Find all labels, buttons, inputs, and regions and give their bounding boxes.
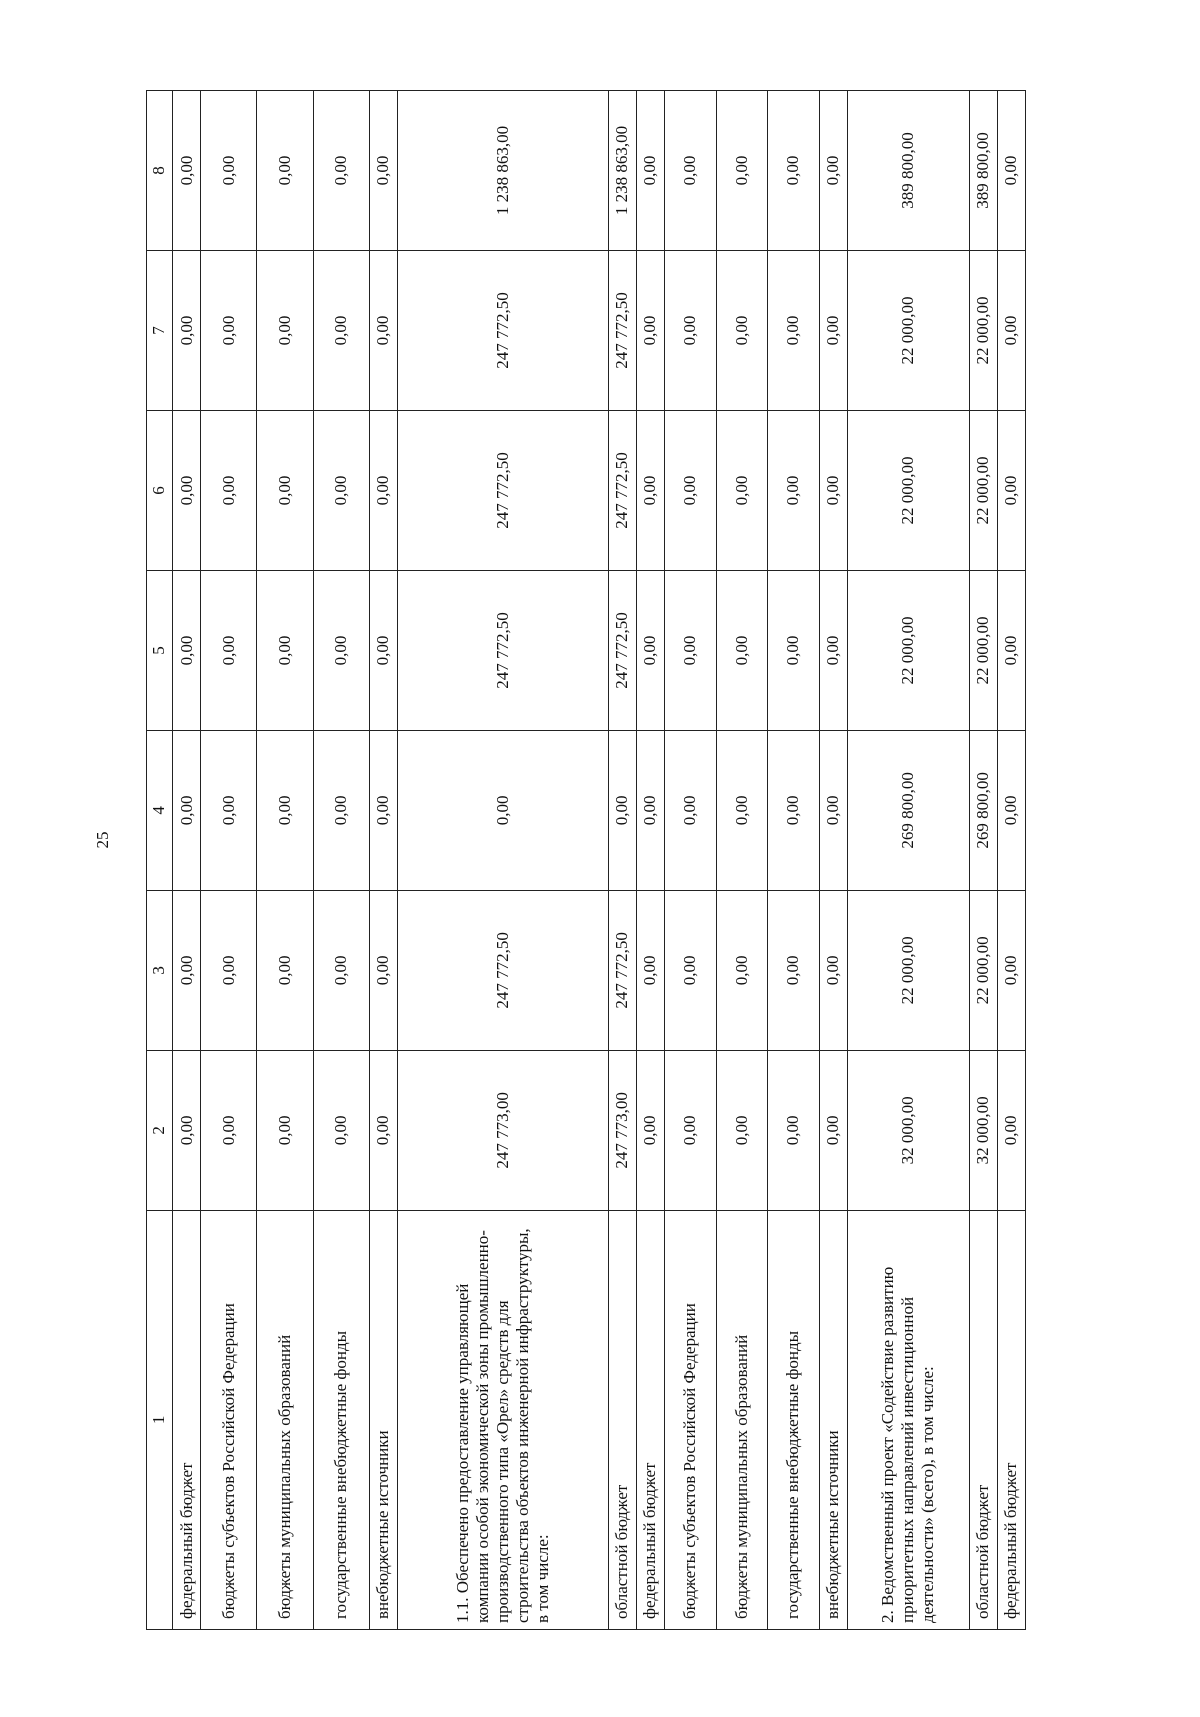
value-cell: 0,00 [636,91,664,251]
column-header: 4 [147,730,173,890]
value-cell: 0,00 [768,570,820,730]
value-cell: 0,00 [819,890,847,1050]
value-cell: 0,00 [997,411,1025,571]
row-label: федеральный бюджет [173,1210,201,1629]
value-cell: 0,00 [369,1050,397,1210]
table-row [665,91,717,1630]
value-cell: 32 000,00 [847,1050,969,1210]
value-cell: 0,00 [369,570,397,730]
value-cell: 247 772,50 [397,570,608,730]
row-label: областной бюджет [608,1210,636,1629]
value-cell: 0,00 [716,251,768,411]
row-label: бюджеты субъектов Российской Федерации [201,1210,257,1629]
value-cell: 0,00 [313,1050,369,1210]
value-cell: 22 000,00 [969,570,997,730]
column-header: 6 [147,411,173,571]
value-cell: 0,00 [636,890,664,1050]
value-cell: 0,00 [716,730,768,890]
value-cell: 247 772,50 [608,570,636,730]
value-cell: 0,00 [716,890,768,1050]
value-cell: 0,00 [313,91,369,251]
value-cell: 0,00 [819,91,847,251]
value-cell: 0,00 [257,730,313,890]
value-cell: 0,00 [716,91,768,251]
value-cell: 22 000,00 [847,251,969,411]
value-cell: 0,00 [257,1050,313,1210]
value-cell: 0,00 [768,411,820,571]
table-row [201,91,257,1630]
value-cell: 0,00 [768,890,820,1050]
column-header: 7 [147,251,173,411]
budget-table [146,90,1026,1630]
value-cell: 0,00 [665,411,717,571]
table-row [997,91,1025,1630]
value-cell: 0,00 [257,91,313,251]
value-cell: 247 772,50 [608,251,636,411]
row-label: бюджеты муниципальных образований [257,1210,313,1629]
table-row [636,91,664,1630]
row-label: внебюджетные источники [369,1210,397,1629]
table-row [369,91,397,1630]
value-cell: 0,00 [173,570,201,730]
value-cell: 0,00 [997,91,1025,251]
table-row [768,91,820,1630]
value-cell: 0,00 [397,730,608,890]
row-label: 2. Ведомственный проект «Содействие развитию приоритетных направлений инвестиционной деятельности» (всего), в том числе: [847,1210,969,1629]
value-cell: 0,00 [819,1050,847,1210]
value-cell: 22 000,00 [847,411,969,571]
row-label: областной бюджет [969,1210,997,1629]
value-cell: 0,00 [636,730,664,890]
value-cell: 0,00 [313,890,369,1050]
value-cell: 0,00 [768,730,820,890]
value-cell: 0,00 [369,251,397,411]
value-cell: 0,00 [173,91,201,251]
value-cell: 0,00 [173,411,201,571]
value-cell: 22 000,00 [969,411,997,571]
value-cell: 32 000,00 [969,1050,997,1210]
row-label: бюджеты муниципальных образований [716,1210,768,1629]
value-cell: 247 772,50 [397,251,608,411]
value-cell: 0,00 [313,411,369,571]
value-cell: 0,00 [665,91,717,251]
value-cell: 0,00 [608,730,636,890]
value-cell: 0,00 [257,890,313,1050]
value-cell: 22 000,00 [969,251,997,411]
value-cell: 0,00 [173,890,201,1050]
table-row [257,91,313,1630]
value-cell: 0,00 [636,251,664,411]
value-cell: 0,00 [768,91,820,251]
value-cell: 0,00 [997,1050,1025,1210]
row-label: бюджеты субъектов Российской Федерации [665,1210,717,1629]
value-cell: 0,00 [369,91,397,251]
column-header: 3 [147,890,173,1050]
value-cell: 1 238 863,00 [608,91,636,251]
value-cell: 0,00 [369,890,397,1050]
row-label: государственные внебюджетные фонды [768,1210,820,1629]
row-label: федеральный бюджет [997,1210,1025,1629]
value-cell: 0,00 [201,570,257,730]
value-cell: 247 773,00 [397,1050,608,1210]
value-cell: 0,00 [313,570,369,730]
value-cell: 0,00 [997,251,1025,411]
value-cell: 0,00 [665,570,717,730]
value-cell: 0,00 [313,251,369,411]
value-cell: 0,00 [201,890,257,1050]
value-cell: 0,00 [201,730,257,890]
value-cell: 0,00 [768,251,820,411]
value-cell: 0,00 [369,730,397,890]
value-cell: 269 800,00 [969,730,997,890]
value-cell: 0,00 [173,251,201,411]
table-row [608,91,636,1630]
value-cell: 0,00 [819,570,847,730]
table-row [819,91,847,1630]
value-cell: 0,00 [201,1050,257,1210]
value-cell: 269 800,00 [847,730,969,890]
value-cell: 0,00 [819,411,847,571]
value-cell: 0,00 [257,570,313,730]
table-row [173,91,201,1630]
value-cell: 0,00 [819,730,847,890]
value-cell: 0,00 [716,411,768,571]
value-cell: 0,00 [997,570,1025,730]
row-label: 1.1. Обеспечено предоставление управляющей компании особой экономической зоны промышленно-производственного типа «Орел» средств для строительства объектов инженерной инфраструктуры, в том числе: [397,1210,608,1629]
value-cell: 247 772,50 [608,411,636,571]
value-cell: 0,00 [201,411,257,571]
value-cell: 247 772,50 [608,890,636,1050]
value-cell: 1 238 863,00 [397,91,608,251]
table-body [173,91,1026,1630]
table-row [313,91,369,1630]
value-cell: 0,00 [201,251,257,411]
value-cell: 0,00 [369,411,397,571]
value-cell: 0,00 [636,570,664,730]
header-row [147,91,173,1630]
value-cell: 0,00 [665,1050,717,1210]
budget-table-rotated [146,90,1026,1630]
value-cell: 0,00 [665,730,717,890]
column-header: 8 [147,91,173,251]
column-header: 2 [147,1050,173,1210]
column-header: 1 [147,1210,173,1629]
row-label: федеральный бюджет [636,1210,664,1629]
value-cell: 0,00 [257,251,313,411]
value-cell: 247 772,50 [397,411,608,571]
column-header: 5 [147,570,173,730]
value-cell: 0,00 [716,570,768,730]
row-label: государственные внебюджетные фонды [313,1210,369,1629]
value-cell: 0,00 [716,1050,768,1210]
value-cell: 389 800,00 [969,91,997,251]
table-row [847,91,969,1630]
value-cell: 0,00 [665,251,717,411]
value-cell: 22 000,00 [847,890,969,1050]
value-cell: 0,00 [257,411,313,571]
value-cell: 0,00 [313,730,369,890]
value-cell: 0,00 [173,1050,201,1210]
value-cell: 0,00 [665,890,717,1050]
value-cell: 247 773,00 [608,1050,636,1210]
row-label: внебюджетные источники [819,1210,847,1629]
table-row [716,91,768,1630]
value-cell: 0,00 [819,251,847,411]
page-number-text: 25 [93,831,112,849]
value-cell: 247 772,50 [397,890,608,1050]
value-cell: 0,00 [201,91,257,251]
value-cell: 0,00 [636,1050,664,1210]
table-row [969,91,997,1630]
value-cell: 0,00 [997,890,1025,1050]
table-row [397,91,608,1630]
value-cell: 22 000,00 [847,570,969,730]
value-cell: 0,00 [636,411,664,571]
value-cell: 0,00 [768,1050,820,1210]
value-cell: 389 800,00 [847,91,969,251]
value-cell: 0,00 [173,730,201,890]
value-cell: 22 000,00 [969,890,997,1050]
value-cell: 0,00 [997,730,1025,890]
